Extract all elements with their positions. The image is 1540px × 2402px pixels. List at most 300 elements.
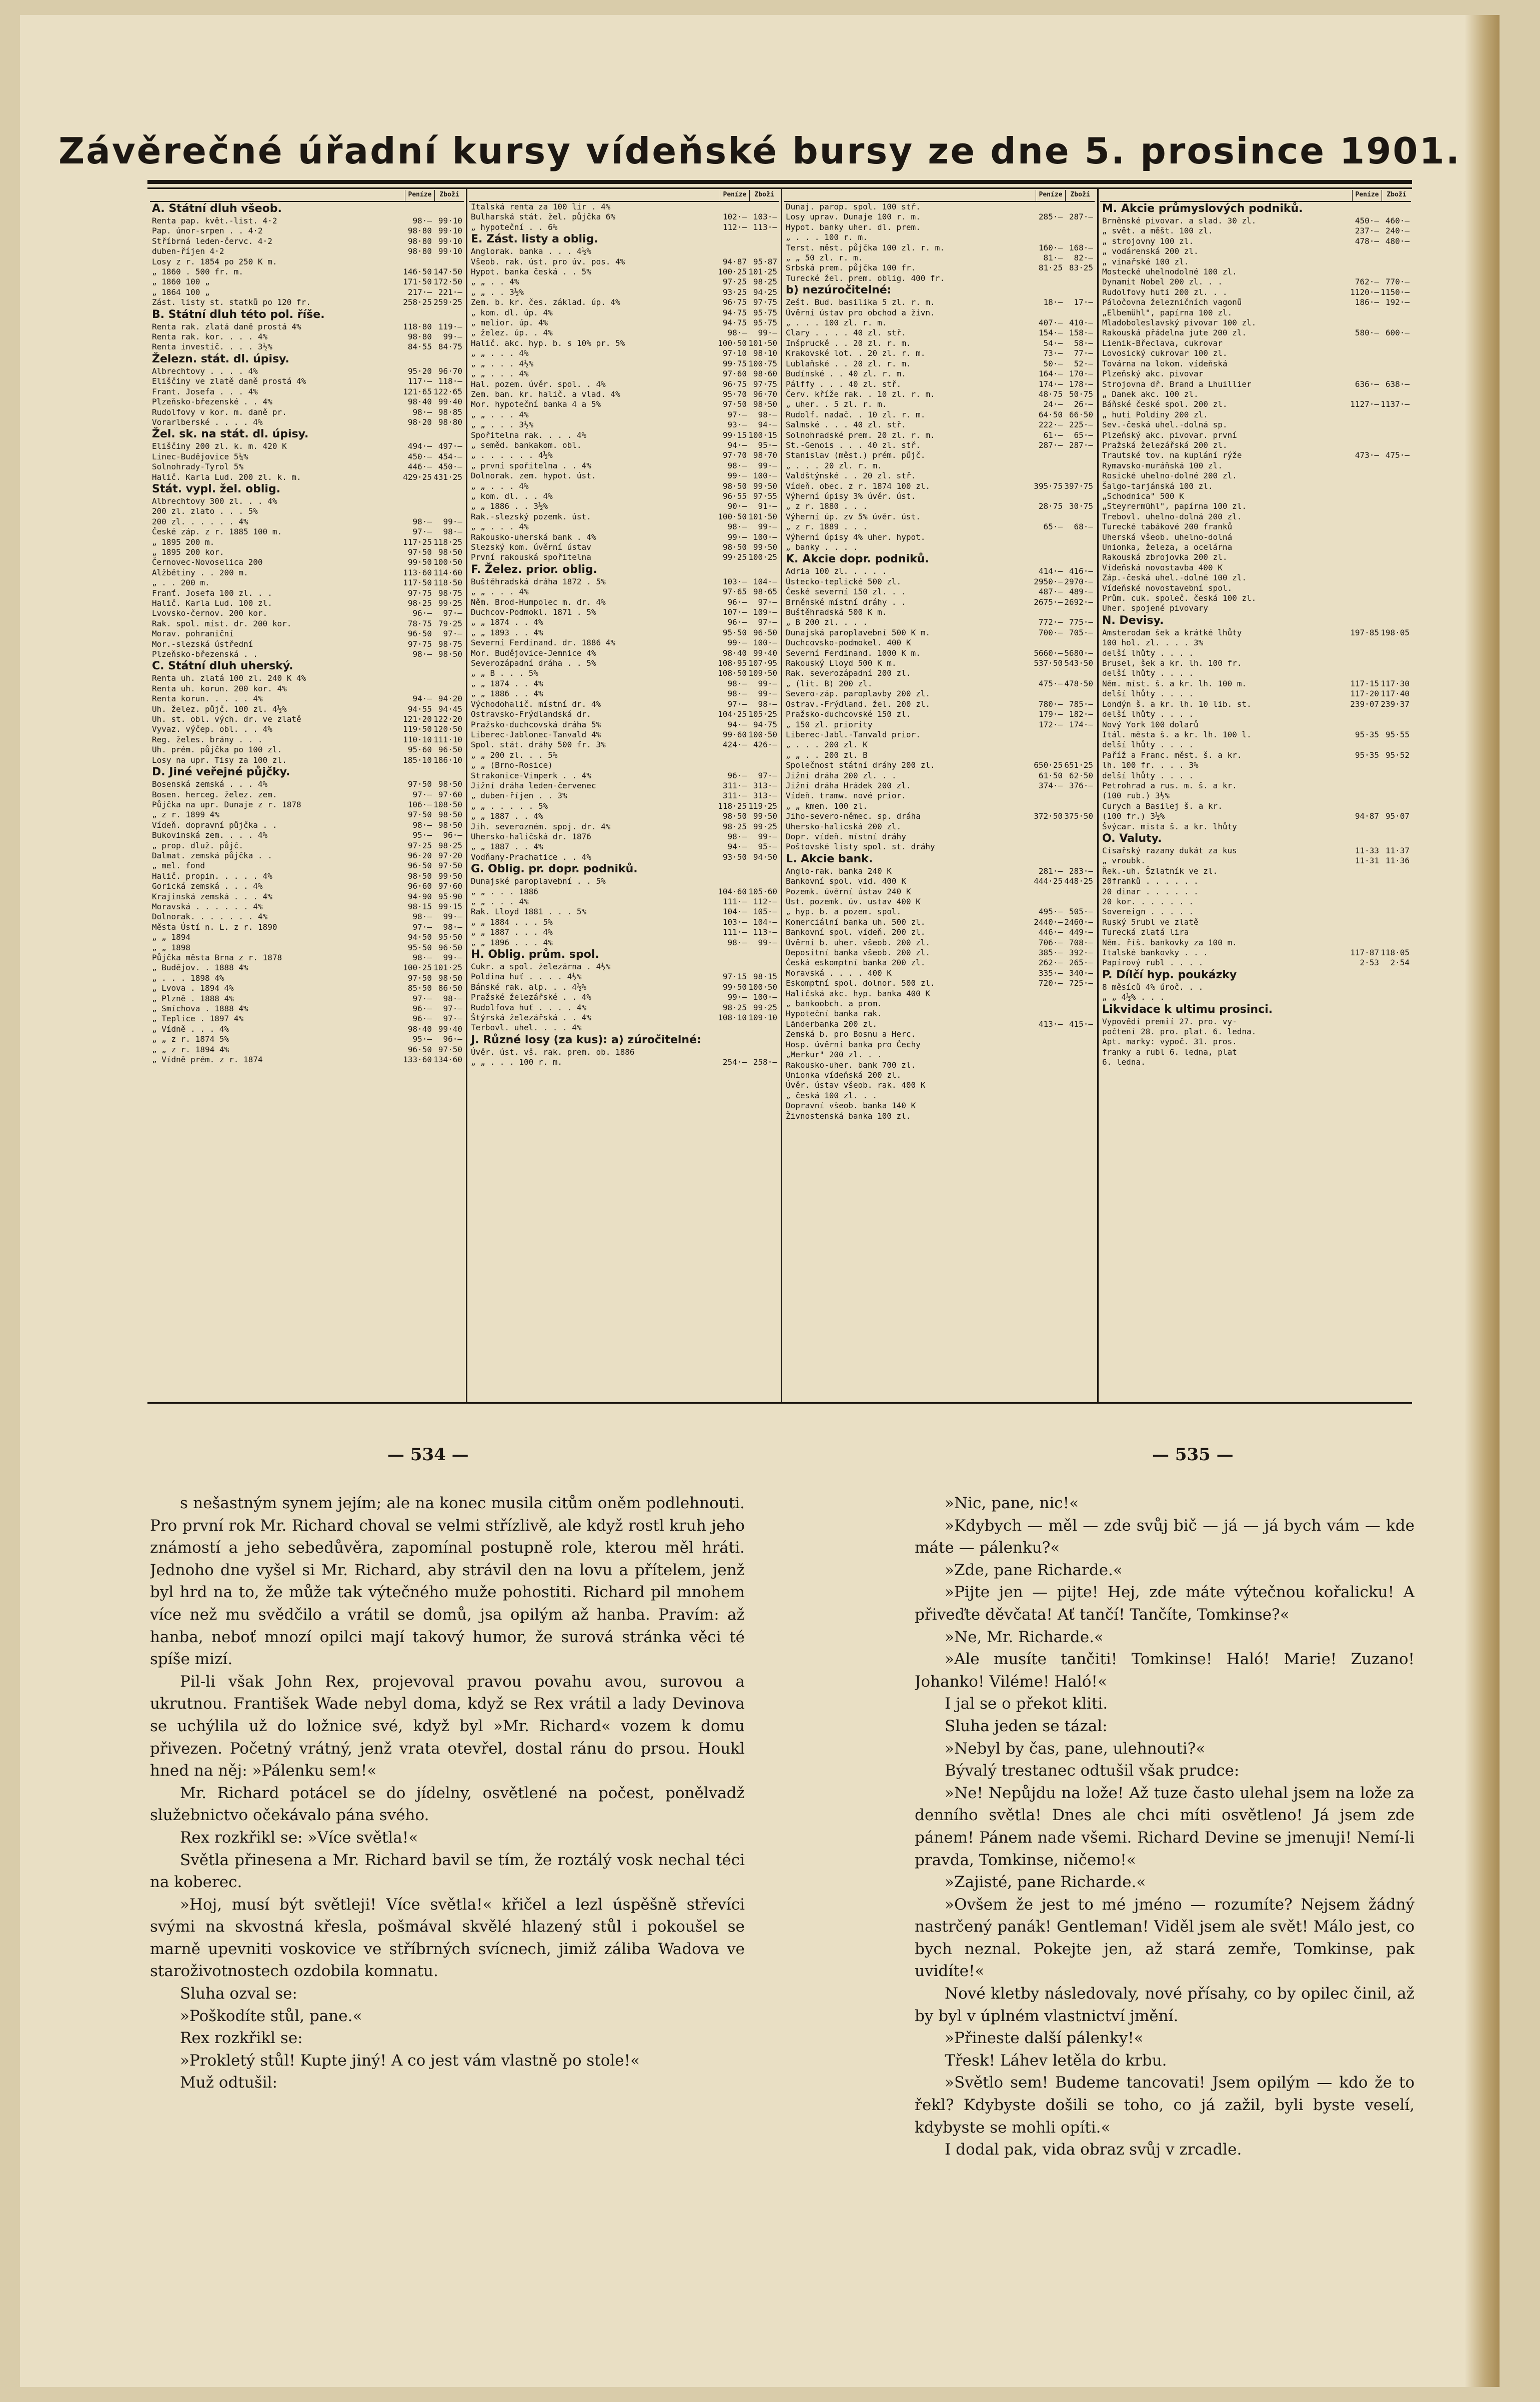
price-money: 95·60 [407,745,432,755]
price-money [1034,471,1064,481]
security-name: „ hypoteční . . 6% [471,222,558,232]
price-goods [1064,730,1095,740]
security-name: Dalmat. zemská půjčka . . [152,850,272,860]
story-paragraph: Muž odtušil: [180,2074,278,2092]
price-goods [1064,989,1095,999]
security-name: Zešt. Bud. basilika 5 zl. r. m. [786,297,935,307]
quote-row [469,972,779,982]
quote-row [1100,603,1411,613]
price-goods: 97·50 [438,861,462,871]
price-goods: 107·95 [748,658,777,668]
quote-row [1100,689,1411,699]
quote-row [784,450,1095,460]
quote-row [784,338,1095,348]
quote-row [469,369,779,379]
price-goods: 94·45 [438,704,462,714]
security-name: „ „ . . . 4½% [471,358,534,368]
security-name: duben-říjen 4·2 [152,246,224,256]
price-money: 96·60 [407,881,432,891]
story-paragraph: »Poškodíte stůl, pane.« [180,2007,362,2025]
quote-row [469,917,779,927]
price-money [1350,359,1381,369]
price-goods: 97·75 [753,297,777,307]
price-goods: 101·50 [748,511,777,521]
quote-row [469,992,779,1002]
price-money [1350,648,1381,658]
price-money [1350,982,1381,992]
price-goods: 109·10 [748,1013,777,1023]
price-money: 111·— [722,927,747,937]
price-goods: 77·— [1074,348,1093,358]
security-name: „ z r. 1880 . . . [786,501,868,511]
security-name: Valdštýnské . . 20 zl. stř. [786,471,916,481]
security-name: „ bankoobch. a prom. [786,999,882,1009]
price-money: 446·— [1038,927,1063,937]
price-goods [1381,461,1411,471]
quote-row [150,779,464,789]
price-goods: 99·— [758,831,777,841]
quote-row [784,927,1095,937]
security-name: Hypoteční banka rak. [786,1009,882,1019]
price-goods: 198·05 [1381,627,1410,637]
quote-row [1100,522,1411,532]
price-money [1350,1017,1381,1027]
price-goods [748,246,779,256]
security-name: Vypovědí premií 27. pro. vy- [1102,1016,1237,1026]
price-goods: 112·— [753,897,777,906]
price-money: 96·50 [407,629,432,639]
security-name: Štýrská železářská . . 4% [471,1013,591,1023]
price-goods [1381,369,1411,379]
price-money [403,684,433,694]
security-name: Turecké tabákové 200 franků [1102,522,1233,532]
price-goods: 99·— [443,516,462,526]
security-name: „ „ . . . 4% [471,409,529,419]
price-goods: 98·25 [753,277,777,287]
security-name: Losy uprav. Dunaje 100 r. m. [786,212,921,222]
price-goods [1381,648,1411,658]
price-goods [1381,603,1411,613]
price-goods: 94·— [758,420,777,430]
security-name: Rymavsko-muráňská 100 zl. [1102,460,1223,470]
security-name: Mor. hypoteční banka 4 a 5% [471,399,601,409]
price-goods [1064,832,1095,842]
price-goods: 172·50 [433,277,462,287]
price-goods [1381,491,1411,501]
price-goods: 98·15 [753,972,777,982]
quote-row [150,932,464,942]
price-goods: 98·50 [438,779,462,789]
price-money: 217·— [407,287,432,297]
quote-row [1100,982,1411,992]
price-money: 98·— [412,912,432,922]
security-name: Vídeň. obec. z r. 1874 100 zl. [786,481,930,491]
security-name: Bankovní spol. vídeň. 200 zl. [786,927,926,937]
security-name: Strakonice-Vimperk . . 4% [471,770,591,780]
price-money: 2·53 [1360,958,1379,968]
quote-row [784,297,1095,307]
quote-row [1100,430,1411,440]
quote-row [150,649,464,659]
quote-row [469,522,779,532]
security-name: „ „ 1874 . . 4% [471,678,543,688]
price-money: 94·90 [407,891,432,901]
security-name: Slezský kom. úvěrní ústav [471,542,591,552]
price-goods: 221·— [438,287,462,297]
price-goods: 122·20 [433,714,462,724]
price-goods: 96·50 [438,942,462,952]
price-goods: 460·— [1385,216,1410,225]
price-money: 118·25 [718,801,747,811]
price-money: 185·10 [403,755,432,765]
price-money: 93·25 [722,287,747,297]
price-money [1350,522,1381,532]
price-money [1350,267,1381,277]
price-goods: 117·30 [1381,678,1410,688]
price-money: 24·— [1043,399,1063,409]
price-goods: 240·— [1385,226,1410,236]
price-money: 100·50 [718,338,747,348]
price-money: 97·75 [407,639,432,649]
quote-row [784,399,1095,409]
quote-row [1100,593,1411,603]
security-name: Eliščiny 200 zl. k. m. 420 K [152,441,287,451]
quote-row [784,958,1095,968]
quote-row [469,801,779,811]
quote-row [784,532,1095,542]
security-name: Plzeňský akc. pivovar [1102,369,1204,379]
price-money [1350,471,1381,481]
security-name: Výherní úp. zv 5% úvěr. úst. [786,511,921,521]
security-name: „ „ 1887 . . 4% [471,842,543,852]
quote-row [784,522,1095,532]
quote-row [150,953,464,963]
security-name: Výherní úpisy 4% uher. hypot. [786,532,926,542]
price-money [1350,709,1381,719]
price-goods [1381,938,1411,948]
price-goods: 109·50 [748,668,777,678]
quote-row [150,608,464,618]
price-money: 104·60 [718,886,747,896]
security-name: Moravská . . . . 400 K [786,968,892,978]
security-name: Terst. měst. půjčka 100 zl. r. m. [786,242,945,252]
security-name: Ruský 5rubl ve zlatě [1102,917,1199,927]
price-money: 98·— [412,216,432,225]
security-name: Cukr. a spol. železárna . 4½% [471,962,611,972]
price-money [1034,750,1064,760]
quote-row [784,730,1095,740]
price-money: 98·— [727,460,747,470]
price-goods: 431·25 [433,472,462,482]
quote-row [1100,1037,1411,1047]
story-paragraph: »Pijte jen — pijte! Hej, zde máte výtečnou kořalicku! A přiveďte děvčata! Ať tančí! Tančíte, Tomkinse?« [915,1583,1415,1624]
price-money: 100·25 [403,963,432,973]
price-goods: 100·— [753,992,777,1002]
quote-row [784,699,1095,709]
quote-row [1100,1027,1411,1037]
section-heading: K. Akcie dopr. podniků. [786,553,929,566]
quote-row [1100,369,1411,379]
quote-row [469,852,779,862]
price-money [1034,273,1064,283]
quote-row [1100,583,1411,593]
price-money: 97·— [727,699,747,709]
price-money [403,506,433,516]
quote-row [784,597,1095,607]
quote-row [784,989,1095,999]
security-name: Anglorak. banka . . . 4½% [471,246,591,256]
quote-row [469,471,779,481]
security-name: „Steyrermühl", papírna 100 zl. [1102,501,1247,511]
quote-row [1100,338,1411,348]
quote-row [469,481,779,491]
price-money: 374·— [1038,780,1063,790]
price-goods: 99·— [443,332,462,342]
quote-row [1100,410,1411,420]
price-goods [1381,420,1411,430]
security-name: Renta pap. květ.-list. 4·2 [152,216,277,225]
quote-row [784,628,1095,638]
security-name: Länderbanka 200 zl. [786,1019,878,1029]
security-name: Uh. želez. půjč. 100 zl. 4½% [152,704,287,714]
quote-row [150,366,464,376]
price-goods: 182·— [1069,709,1093,719]
price-goods: 95·07 [1385,811,1410,821]
quote-row [469,699,779,709]
price-money: 473·— [1355,450,1379,460]
security-name: Linec-Budějovice 5¼% [152,451,248,461]
price-goods: 99·10 [438,226,462,236]
quote-row [784,1040,1095,1050]
price-money: 98·50 [722,481,747,491]
security-name: Mor. Budějovice-Jemnice 4% [471,648,596,658]
quote-row [469,1047,779,1057]
quote-row [784,709,1095,719]
quote-row [784,308,1095,318]
security-name: „ hyp. b. a pozem. spol. [786,907,902,917]
price-goods: 99·50 [753,811,777,821]
price-goods [1064,999,1095,1009]
price-goods: 98·75 [438,588,462,598]
column-header [784,190,1095,202]
security-name: „ banky . . . . [786,542,858,552]
quote-row [469,420,779,430]
quote-row [1100,501,1411,511]
quote-row [469,257,779,267]
security-name: Rakouský Lloyd 500 K m. [786,658,897,668]
price-money: 118·80 [403,321,432,331]
security-name: Švýcar. mista š. a kr. lhůty [1102,821,1237,831]
quote-row [150,537,464,547]
quote-row [469,359,779,369]
security-name: Bosen. herceg. želez. zem. [152,789,277,799]
price-goods: 97·50 [438,1044,462,1054]
price-goods: 638·— [1385,379,1410,389]
security-name: „Elbemühl", papírna 100 zl. [1102,307,1233,317]
quote-row [784,648,1095,658]
quote-row [150,297,464,307]
price-goods [1064,1029,1095,1039]
security-name: Turecké žel. prem. oblig. 400 fr. [786,273,945,283]
quote-row [469,638,779,648]
security-name: Eskomptní spol. dolnor. 500 zl. [786,978,935,988]
section-heading: D. Jiné veřejné půjčky. [152,766,290,779]
security-name: „ „ 1887 . . 4% [471,811,543,821]
price-goods: 99·— [758,678,777,688]
price-goods: 448·25 [1064,876,1093,886]
column-header-name [469,190,720,201]
price-goods: 170·— [1069,369,1093,379]
price-money: 395·75 [1034,481,1063,491]
price-goods: 96·70 [753,389,777,399]
security-name: „ . . . 100 r. m. [786,232,868,242]
price-money: 96·— [727,617,747,627]
price-goods: 118·50 [433,578,462,588]
price-money: 85·50 [407,983,432,993]
story-paragraph: »Hoj, musí být světleji! Více světla!« křičel a lezl úspěšně střevíci svými na skvostná křesla, pošmával skvělé hlazený stůl i pokoušel se marně upevniti voskovice ve stříbrných svícnech, jimiž záliba Wadova ve staroživotnostech ozdobila komnatu. [150,1895,745,1981]
quote-row [150,881,464,891]
price-money: 164·— [1038,369,1063,379]
price-money: 11·33 [1355,845,1379,855]
security-name: Úvěr. ústav všeob. rak. 400 K [786,1080,926,1090]
security-name: „ 1895 200 m. [152,537,215,547]
price-goods [1064,1091,1095,1101]
security-name: „ uher. . 5 zl. r. m. [786,399,887,409]
quote-row [784,222,1095,232]
security-name: „ svět. a měšt. 100 zl. [1102,226,1213,236]
quote-row [469,781,779,791]
price-money [1034,542,1064,552]
price-goods: 114·60 [433,567,462,577]
column-header [469,190,779,202]
security-name: „ „ . . . 3½% [471,420,534,430]
price-money: 450·— [1355,216,1379,225]
security-name: delší lhůty . . . . [1102,668,1194,678]
price-money: 154·— [1038,328,1063,338]
price-money [718,750,748,760]
quote-row [469,982,779,992]
quote-row [784,501,1095,511]
price-goods: 100·50 [433,557,462,567]
security-name: „ . . . 1898 4% [152,973,224,983]
price-goods [1381,389,1411,399]
price-money: 98·25 [722,821,747,831]
column-header [1100,190,1411,202]
price-money: 96·— [727,597,747,607]
security-name: „ „ . . . 100 r. m. [471,1057,563,1067]
price-goods [1064,1060,1095,1070]
page-title: Závěrečné úřadní kursy vídeňské bursy ze dne 5. prosince 1901. [58,130,1461,172]
quote-row [150,871,464,881]
security-name: „ prop. dluž. půjč. [152,840,244,850]
price-goods: 99·50 [753,481,777,491]
price-goods: 475·— [1385,450,1410,460]
security-name: Renta uh. korun. 200 kor. 4% [152,683,287,693]
security-name: Paříž a Franc. měst. š. a kr. [1102,750,1242,760]
price-goods: 96·— [443,830,462,840]
price-goods [1064,1101,1095,1111]
price-money: 262·— [1038,958,1063,968]
quote-row [784,781,1095,791]
price-money: 97·50 [407,810,432,820]
quote-row [784,948,1095,958]
security-name: Severozápadní dráha . . 5% [471,658,596,668]
price-goods: 96·— [443,1034,462,1044]
security-name: „ Teplice . 1897 4% [152,1014,244,1024]
price-money [1034,491,1064,501]
quote-row [150,267,464,277]
security-name: Rakouská přádelna jute 200 zl. [1102,328,1247,338]
price-money: 98·80 [407,226,432,236]
security-name: „ 150 zl. priority [786,719,873,729]
quote-row [1100,801,1411,811]
quote-row [469,822,779,832]
security-name: Liberec-Jabl.-Tanvald prior. [786,729,921,739]
price-goods [1381,781,1411,791]
quote-row [469,791,779,801]
security-name: Severní Ferdinand. 1000 K m. [786,648,921,658]
price-goods: 120·50 [433,724,462,734]
quote-row [1100,318,1411,328]
quote-row [150,557,464,567]
quote-row [150,714,464,724]
price-money: 2950·— [1034,576,1063,586]
price-money [1350,822,1381,832]
price-goods: 97·— [443,1004,462,1014]
price-money: 28·75 [1038,501,1063,511]
security-name: Živnostenská banka 100 zl. [786,1111,911,1121]
story-paragraph: »Prokletý stůl! Kupte jiný! A co jest vám vlastně po stole!« [180,2051,640,2070]
price-money: 700·— [1038,627,1063,637]
story-paragraph: Sluha ozval se: [180,1985,297,2003]
quote-row [1100,348,1411,358]
security-name: 100 hol. zl. . . . 3% [1102,638,1204,648]
story-paragraph: s nešastným synem jejím; ale na konec musila citům oněm podlehnouti. Pro první rok Mr. Richard choval se velmi střízlivě, ale když rostl kruh jeho známostí a jeho sebedůvěra, zapomínal postupně role, kterou měl hráti. Jednoho dne vyšel si Mr. Richard, aby strávil den na lovu a přítelem, jenž byl hrd na to, že může tak výtečného muže pohostiti. Richard pil mnohem více než mu svědčilo a vrátil se domů, jsa opilým až hanba. Pravím: až hanba, neboť mnozí opilci mají takový humor, že surová stránka věci té spíše mizí. [150,1494,745,1669]
security-name: „ „ z r. 1874 5% [152,1034,229,1044]
price-goods: 1137·— [1381,399,1410,409]
price-money [1350,887,1381,897]
quote-row [784,750,1095,760]
price-money: 104·— [722,907,747,917]
security-name: „Merkur" 200 zl. . . [786,1050,882,1060]
story-paragraph: »Ne, Mr. Richarde.« [945,1628,1104,1646]
price-goods: 98·10 [753,348,777,358]
quote-row [1100,552,1411,562]
security-name: Zást. listy st. statků po 120 fr. [152,297,311,307]
security-name: Krajinská zemská . . . 4% [152,891,272,901]
story-paragraph: Rex rozkřikl se: [180,2029,303,2048]
price-money: 239·07 [1350,699,1379,709]
price-goods: 101·50 [748,338,777,348]
quote-row [469,450,779,460]
security-name: Italské bankovky . . . [1102,948,1208,958]
security-name: „ huti Poldiny 200 zl. [1102,409,1208,419]
security-name: Dunaj. parop. spol. 100 stř. [786,202,921,211]
price-money: 98·25 [722,1002,747,1012]
column-divider [466,189,467,1402]
price-goods [1064,887,1095,897]
story-paragraph: »Ovšem že jest to mé jméno — rozumíte? Nejsem žádný nastrčený panák! Gentleman! Viděl jsem ale svět! Málo jest, co bych neznal. Pokejte jen, až stará zemře, Tomkinse, pak uvidíte!« [915,1895,1415,1981]
price-goods: 186·10 [433,755,462,765]
security-name: Zem. b. kr. čes. základ. úp. 4% [471,297,620,307]
section-heading: G. Oblig. pr. dopr. podniků. [471,863,638,876]
page-number-right: — 535 — [1152,1445,1234,1465]
security-name: Jižní dráha Hrádek 200 zl. [786,780,911,790]
security-name: (100 fr.) 3½% [1102,811,1165,821]
price-money: 99·— [727,992,747,1002]
price-money [1034,842,1064,852]
price-money: 98·— [412,649,432,659]
